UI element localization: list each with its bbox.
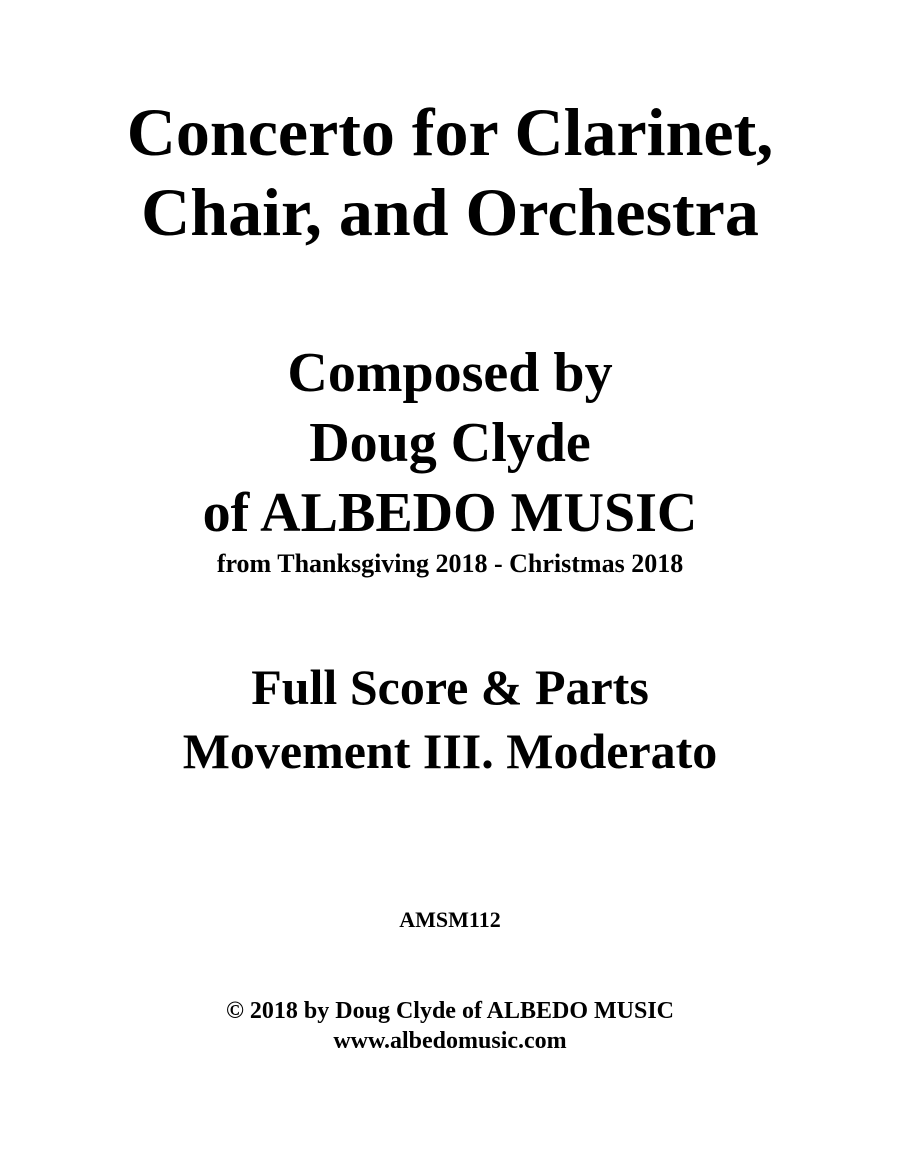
website-url: www.albedomusic.com [333, 1028, 567, 1054]
movement-title: Movement III. Moderato [182, 723, 718, 779]
composition-dates: from Thanksgiving 2018 - Christmas 2018 [216, 549, 684, 578]
title-line-1: Concerto for Clarinet, [126, 94, 774, 170]
copyright-notice: © 2018 by Doug Clyde of ALBEDO MUSIC [226, 998, 674, 1024]
footer [0, 996, 900, 1056]
publisher-name: of ALBEDO MUSIC [202, 482, 698, 544]
score-info-block [0, 655, 900, 783]
score-type: Full Score & Parts [251, 659, 649, 715]
composer-name: Doug Clyde [309, 412, 591, 474]
page-title [0, 92, 900, 252]
catalog-number: AMSM112 [399, 907, 501, 932]
composed-by-label: Composed by [287, 342, 613, 404]
title-line-2: Chair, and Orchestra [141, 174, 759, 250]
composer-block [0, 338, 900, 580]
